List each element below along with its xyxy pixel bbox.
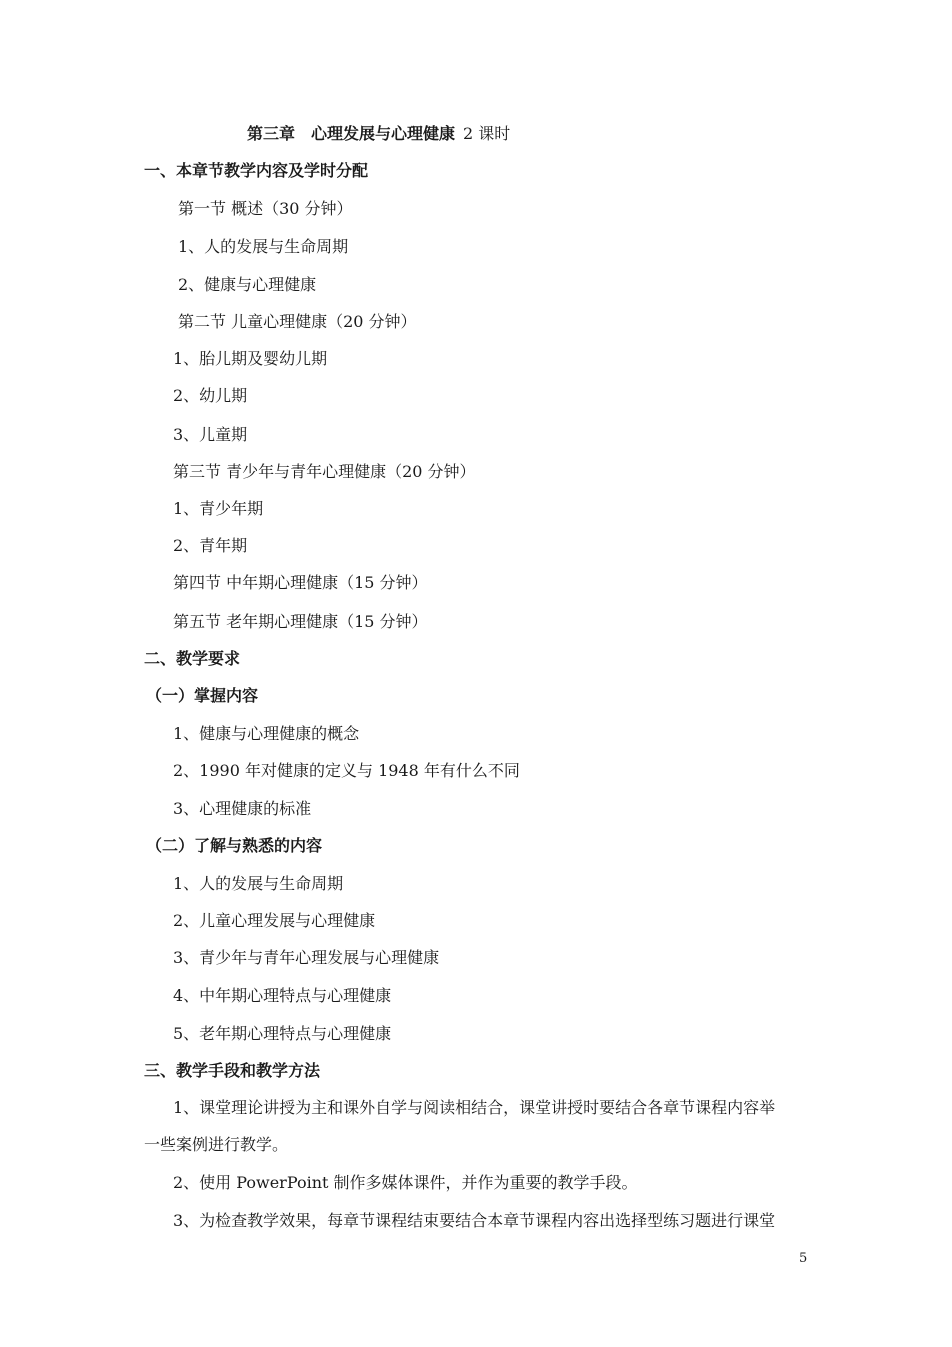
list-item: 2、幼儿期 [173, 386, 248, 405]
list-item: 1、人的发展与生命周期 [173, 874, 344, 893]
paragraph-line: 一些案例进行教学。 [144, 1135, 289, 1154]
subsection-heading: （一）掌握内容 [146, 686, 259, 705]
section-heading: 一、本章节教学内容及学时分配 [144, 161, 369, 180]
section-heading: 二、教学要求 [144, 649, 241, 668]
list-item: 1、胎儿期及婴幼儿期 [173, 349, 328, 368]
list-item: 3、儿童期 [173, 425, 248, 444]
list-item: 第一节 概述（30 分钟） [178, 199, 353, 218]
list-item: 第五节 老年期心理健康（15 分钟） [173, 612, 428, 631]
paragraph-line: 2、使用 PowerPoint 制作多媒体课件，并作为重要的教学手段。 [173, 1173, 638, 1192]
list-item: 5、老年期心理特点与心理健康 [173, 1024, 392, 1043]
paragraph-line: 3、为检查教学效果，每章节课程结束要结合本章节课程内容出选择型练习题进行课堂 [173, 1211, 776, 1230]
chapter-hours: 2 课时 [463, 124, 511, 143]
section-heading: 三、教学手段和教学方法 [144, 1061, 321, 1080]
list-item: 第三节 青少年与青年心理健康（20 分钟） [173, 462, 476, 481]
list-item: 1、健康与心理健康的概念 [173, 724, 360, 743]
list-item: 1、人的发展与生命周期 [178, 237, 349, 256]
list-item: 1、青少年期 [173, 499, 264, 518]
list-item: 2、青年期 [173, 536, 248, 555]
list-item: 2、1990 年对健康的定义与 1948 年有什么不同 [173, 761, 520, 780]
chapter-title: 第三章 心理发展与心理健康 [247, 124, 456, 143]
page-number: 5 [799, 1251, 808, 1266]
list-item: 3、青少年与青年心理发展与心理健康 [173, 948, 440, 967]
list-item: 2、儿童心理发展与心理健康 [173, 911, 376, 930]
list-item: 第二节 儿童心理健康（20 分钟） [178, 312, 417, 331]
list-item: 4、中年期心理特点与心理健康 [173, 986, 392, 1005]
list-item: 3、心理健康的标准 [173, 799, 312, 818]
paragraph-line: 1、课堂理论讲授为主和课外自学与阅读相结合，课堂讲授时要结合各章节课程内容举 [173, 1098, 776, 1117]
list-item: 2、健康与心理健康 [178, 275, 317, 294]
subsection-heading: （二）了解与熟悉的内容 [146, 836, 323, 855]
list-item: 第四节 中年期心理健康（15 分钟） [173, 573, 428, 592]
chapter-title-line [247, 123, 510, 145]
